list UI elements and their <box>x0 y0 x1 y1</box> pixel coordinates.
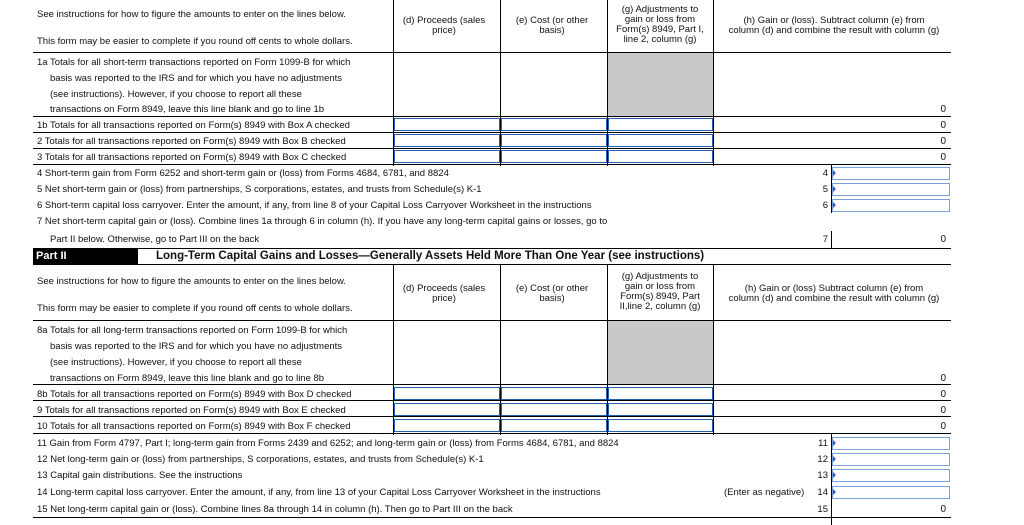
divider <box>33 132 951 133</box>
line-11-gain-field[interactable] <box>832 437 950 450</box>
col-e-header-1: (e) Cost (or other basis) <box>515 15 589 36</box>
line-3-value[interactable]: 0 <box>940 152 946 163</box>
col-e-header-2: (e) Cost (or other basis) <box>515 283 589 304</box>
line-3-label: 3 Totals for all transactions reported on Form(s) 8949 with Box C checked <box>37 152 347 163</box>
divider <box>713 265 714 435</box>
line-12-label: 12 Net long-term gain or (loss) from partnerships, S corporations, estates, and trusts from Schedule(s) K-1 <box>37 454 484 465</box>
line-8a-label-2: basis was reported to the IRS and for which you have no adjustments <box>50 341 343 352</box>
line-10-value[interactable]: 0 <box>940 421 946 432</box>
line-1a-value[interactable]: 0 <box>940 104 946 115</box>
line-3-adjustment-field[interactable] <box>608 150 713 163</box>
line-2-cost-field[interactable] <box>501 134 607 147</box>
line-14-number: 14 <box>817 487 828 498</box>
line-7-label-2: Part II below. Otherwise, go to Part III on the back <box>50 234 260 245</box>
field-marker-icon <box>833 170 836 176</box>
line-3-cost-field[interactable] <box>501 150 607 163</box>
line-6-label: 6 Short-term capital loss carryover. Enter the amount, if any, from line 8 of your Capital Loss Carryover Worksheet in the instructions <box>37 200 592 211</box>
part-2-title: Long-Term Capital Gains and Losses—Generally Assets Held More Than One Year (see instructions) <box>156 250 705 262</box>
line-2-adjustment-field[interactable] <box>608 134 713 147</box>
col-d-header-2: (d) Proceeds (sales price) <box>402 283 486 304</box>
line-10-label: 10 Totals for all transactions reported on Form(s) 8949 with Box F checked <box>37 421 351 432</box>
line-1b-cost-field[interactable] <box>501 118 607 131</box>
line-11-number: 11 <box>818 438 828 449</box>
line-1a-label: 1a Totals for all short-term transactions reported on Form 1099-B for which <box>37 57 351 68</box>
divider <box>33 384 951 385</box>
line-8b-adjustment-field[interactable] <box>608 387 713 400</box>
line-9-proceeds-field[interactable] <box>394 403 500 416</box>
divider <box>33 52 951 53</box>
line-8a-value[interactable]: 0 <box>940 373 946 384</box>
line-13-distribution-field[interactable] <box>832 469 950 482</box>
line-14-label: 14 Long-term capital loss carryover. Enter the amount, if any, from line 13 of your Capital Loss Carryover Worksheet in the instructions <box>37 487 601 498</box>
instructions-text-2: See instructions for how to figure the amounts to enter on the lines below. <box>37 276 346 287</box>
line-2-label: 2 Totals for all transactions reported on Form(s) 8949 with Box B checked <box>37 136 346 147</box>
line-8b-cost-field[interactable] <box>501 387 607 400</box>
line-1b-label: 1b Totals for all transactions reported on Form(s) 8949 with Box A checked <box>37 120 350 131</box>
divider <box>831 231 832 248</box>
field-marker-icon <box>833 489 836 495</box>
line-4-label: 4 Short-term gain from Form 6252 and short-term gain or (loss) from Forms 4684, 6781, and 8824 <box>37 168 449 179</box>
line-1a-label-2: basis was reported to the IRS and for which you have no adjustments <box>50 73 343 84</box>
line-3-proceeds-field[interactable] <box>394 150 500 163</box>
line-5-gain-field[interactable] <box>832 183 950 196</box>
line-14-note: (Enter as negative) <box>724 487 805 498</box>
line-13-number: 13 <box>817 470 828 481</box>
line-5-label: 5 Net short-term gain or (loss) from partnerships, S corporations, estates, and trusts from Schedule(s) K-1 <box>37 184 482 195</box>
line-15-label: 15 Net long-term capital gain or (loss). Combine lines 8a through 14 in column (h). Then go to Part III on the back <box>37 504 513 515</box>
line-8b-value[interactable]: 0 <box>940 389 946 400</box>
divider <box>33 416 951 417</box>
divider <box>33 148 951 149</box>
line-9-cost-field[interactable] <box>501 403 607 416</box>
round-note-2: This form may be easier to complete if you round off cents to whole dollars. <box>37 303 353 314</box>
line-8a-label-4: transactions on Form 8949, leave this line blank and go to line 8b <box>50 373 325 384</box>
col-g-header-1: (g) Adjustments to gain or loss from Form(s) 8949, Part I, line 2, column (g) <box>616 4 704 45</box>
divider <box>33 400 951 401</box>
line-7-label: 7 Net short-term capital gain or (loss). Combine lines 1a through 6 in column (h). If you have any long-term capital gains or losses, go to <box>37 216 608 227</box>
line-1a-label-4: transactions on Form 8949, leave this line blank and go to line 1b <box>50 104 325 115</box>
field-marker-icon <box>833 440 836 446</box>
line-15-value[interactable]: 0 <box>940 504 946 515</box>
line-4-gain-field[interactable] <box>832 167 950 180</box>
line-6-number: 6 <box>822 200 828 211</box>
field-marker-icon <box>833 456 836 462</box>
line-11-label: 11 Gain from Form 4797, Part I; long-term gain from Forms 2439 and 6252; and long-term gain or (loss) from Forms 4684, 6781, and 8824 <box>37 438 619 449</box>
line-6-carryover-field[interactable] <box>832 199 950 212</box>
line-1b-proceeds-field[interactable] <box>394 118 500 131</box>
line-13-label: 13 Capital gain distributions. See the instructions <box>37 470 243 481</box>
line-7-value[interactable]: 0 <box>940 234 946 245</box>
line-8b-label: 8b Totals for all transactions reported on Form(s) 8949 with Box D checked <box>37 389 352 400</box>
shaded-cell <box>608 53 713 117</box>
line-1b-adjustment-field[interactable] <box>608 118 713 131</box>
col-h-header-2: (h) Gain or (loss) Subtract column (e) from column (d) and combine the result with column (g) <box>728 283 940 304</box>
round-note-1: This form may be easier to complete if you round off cents to whole dollars. <box>37 36 353 47</box>
instructions-text-1: See instructions for how to figure the amounts to enter on the lines below. <box>37 9 346 20</box>
line-1a-label-3: (see instructions). However, if you choose to report all these <box>50 89 302 100</box>
field-marker-icon <box>833 186 836 192</box>
line-7-number: 7 <box>822 234 828 245</box>
line-12-number: 12 <box>817 454 828 465</box>
line-2-value[interactable]: 0 <box>940 136 946 147</box>
line-5-number: 5 <box>822 184 828 195</box>
line-15-number: 15 <box>817 504 828 515</box>
shaded-cell <box>608 321 713 385</box>
line-14-carryover-field[interactable] <box>832 486 950 499</box>
line-10-cost-field[interactable] <box>501 419 607 432</box>
col-h-header-1: (h) Gain or (loss). Subtract column (e) from column (d) and combine the result with column (g) <box>728 15 940 36</box>
line-8b-proceeds-field[interactable] <box>394 387 500 400</box>
divider <box>33 517 951 518</box>
line-9-adjustment-field[interactable] <box>608 403 713 416</box>
divider <box>33 433 951 434</box>
divider <box>33 320 951 321</box>
line-9-value[interactable]: 0 <box>940 405 946 416</box>
col-g-header-2: (g) Adjustments to gain or loss from Form(s) 8949, Part II,line 2, column (g) <box>619 271 701 312</box>
col-d-header-1: (d) Proceeds (sales price) <box>402 15 486 36</box>
part-2-label: Part II <box>33 249 138 264</box>
line-10-adjustment-field[interactable] <box>608 419 713 432</box>
divider <box>33 164 951 165</box>
divider <box>33 116 951 117</box>
line-12-gain-field[interactable] <box>832 453 950 466</box>
divider <box>33 264 951 265</box>
line-9-label: 9 Totals for all transactions reported on Form(s) 8949 with Box E checked <box>37 405 346 416</box>
line-4-number: 4 <box>822 168 828 179</box>
line-8a-label: 8a Totals for all long-term transactions reported on Form 1099-B for which <box>37 325 348 336</box>
field-marker-icon <box>833 472 836 478</box>
line-8a-label-3: (see instructions). However, if you choose to report all these <box>50 357 302 368</box>
line-10-proceeds-field[interactable] <box>394 419 500 432</box>
line-1b-value[interactable]: 0 <box>940 120 946 131</box>
divider <box>713 0 714 166</box>
field-marker-icon <box>833 202 836 208</box>
line-2-proceeds-field[interactable] <box>394 134 500 147</box>
